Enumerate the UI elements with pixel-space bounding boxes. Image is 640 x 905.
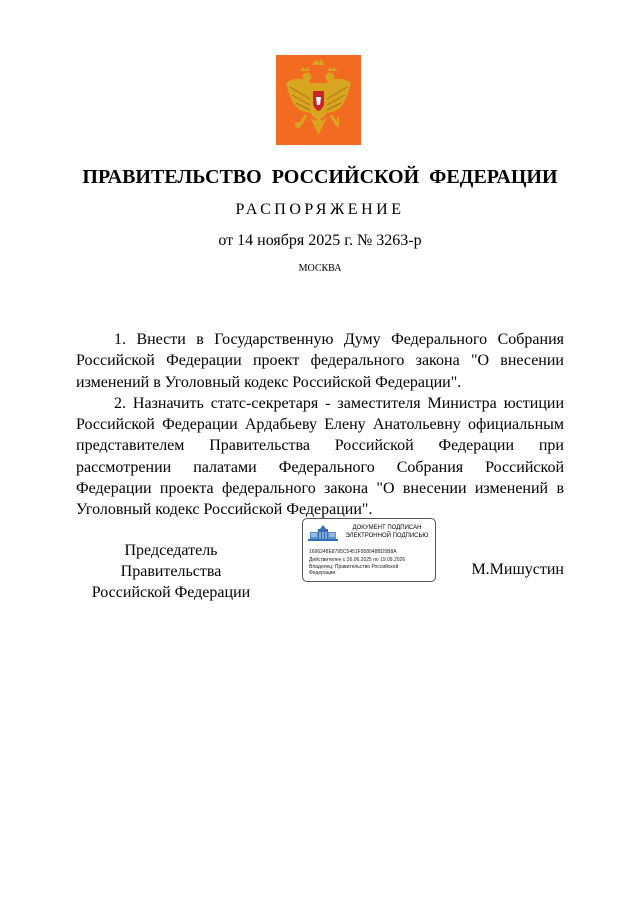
stamp-title-line2: ЭЛЕКТРОННОЙ ПОДПИСЬЮ: [345, 532, 429, 539]
stamp-title-line1: ДОКУМЕНТ ПОДПИСАН: [352, 525, 422, 531]
document-body: [76, 329, 564, 521]
stamp-validity: Действителен с 26.06.2025 по 19.09.2026: [309, 557, 406, 563]
paragraph-1: 1. Внести в Государственную Думу Федерального Собрания Российской Федерации проект федерального закона "О внесении изменений в Уголовный кодекс Российской Федерации".: [76, 331, 564, 391]
document-date-number: от 14 ноября 2025 г. № 3263-р: [218, 232, 422, 249]
stamp-owner-line2: Федерации: [309, 570, 336, 576]
signatory-position: [76, 540, 266, 603]
electronic-signature-stamp: [302, 518, 436, 582]
stamp-owner-line1: Владелец: Правительство Российской: [309, 564, 399, 570]
document-city: МОСКВА: [298, 263, 342, 274]
stamp-certificate: 1696248E8795C5451F958048BD5B8A: [309, 549, 397, 555]
signatory-position-line2: Российской Федерации: [91, 584, 251, 601]
government-building-icon: [308, 524, 338, 541]
signatory-position-line1: Председатель Правительства: [120, 542, 222, 580]
stamp-title: [341, 525, 433, 540]
signatory-name: М.Мишустин: [471, 561, 564, 578]
coat-of-arms-icon: [276, 55, 361, 145]
document-type: РАСПОРЯЖЕНИЕ: [235, 201, 405, 218]
paragraph-2: 2. Назначить статс-секретаря - заместителя Министра юстиции Российской Федерации Ардабьеву Елену Анатольевну официальным представителем Правительства Российской Федерации при рассмотрении палатами Федерального Собрания Российской Федерации проекта федерального закона "О внесении изменений в Уголовный кодекс Российской Федерации".: [76, 394, 564, 519]
government-title: ПРАВИТЕЛЬСТВО РОССИЙСКОЙ ФЕДЕРАЦИИ: [82, 166, 558, 188]
